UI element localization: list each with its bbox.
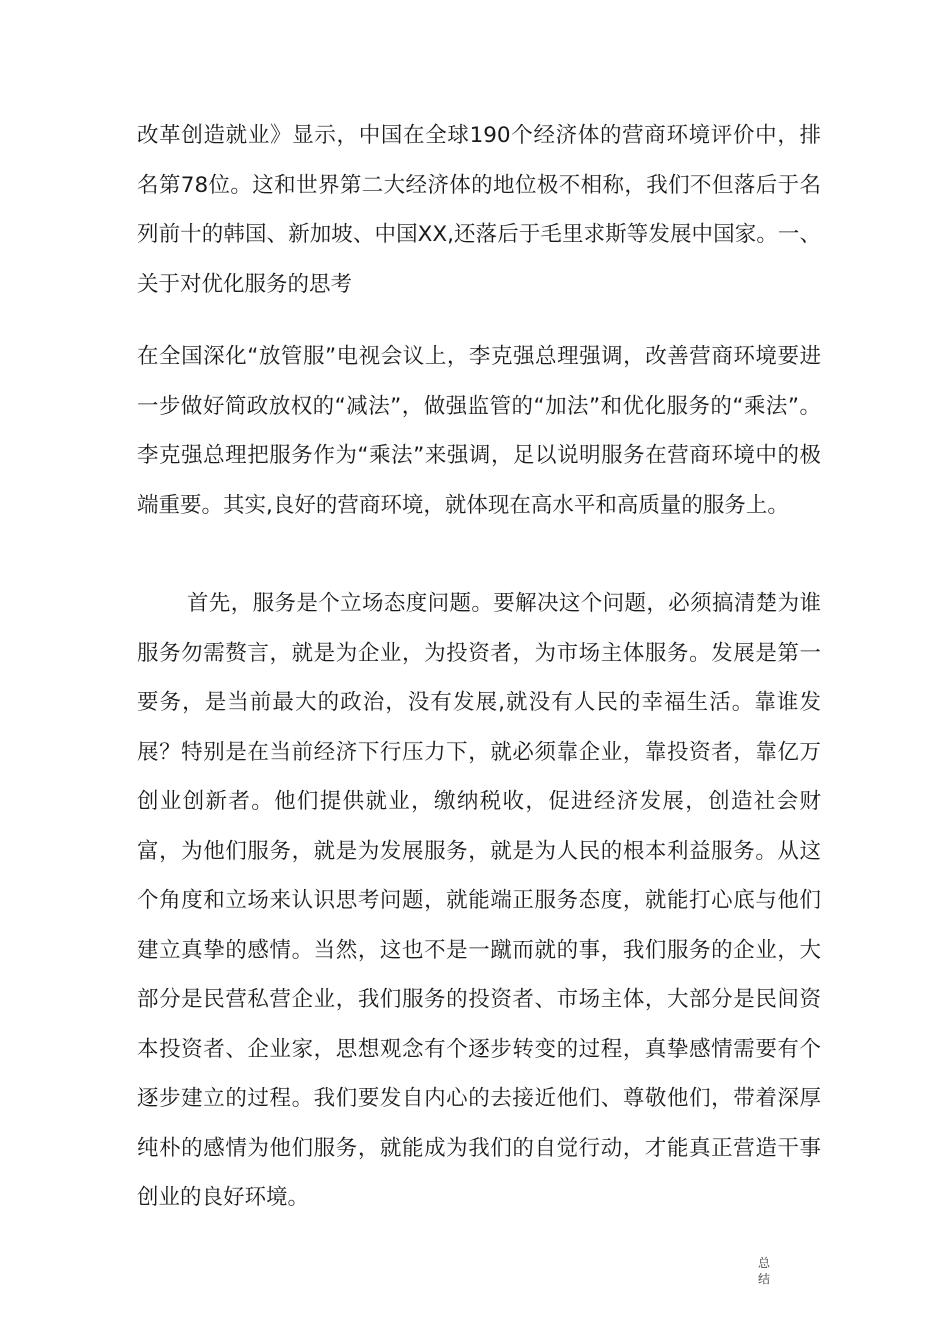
paragraph-2: 在全国深化“放管服”电视会议上，李克强总理强调，改善营商环境要进一步做好简政放权的“减法”，做强监管的“加法”和优化服务的“乘法”。李克强总理把服务作为“乘法”来强调，足以说明服务在营商环境中的极端重要。其实,良好的营商环境，就体现在高水平和高质量的服务上。 — [137, 344, 821, 518]
paragraph-1: 改革创造就业》显示，中国在全球190个经济体的营商环境评价中，排名第78位。这和世界第二大经济体的地位极不相称，我们不但落后于名列前十的韩国、新加坡、中国XX,还落后于毛里求斯等发展中国家。一、关于对优化服务的思考 — [137, 123, 821, 297]
paragraph-3: 首先，服务是个立场态度问题。要解决这个问题，必须搞清楚为谁服务勿需赘言，就是为企业，为投资者，为市场主体服务。发展是第一要务，是当前最大的政治，没有发展,就没有人民的幸福生活。靠谁发展？特别是在当前经济下行压力下，就必须靠企业，靠投资者，靠亿万创业创新者。他们提供就业，缴纳税收，促进经济发展，创造社会财富，为他们服务，就是为发展服务，就是为人民的根本利益服务。从这个角度和立场来认识思考问题，就能端正服务态度，就能打心底与他们建立真挚的感情。当然，这也不是一蹴而就的事，我们服务的企业，大部分是民营私营企业，我们服务的投资者、市场主体，大部分是民间资本投资者、企业家，思想观念有个逐步转变的过程，真挚感情需要有个逐步建立的过程。我们要发自内心的去接近他们、尊敬他们，带着深厚纯朴的感情为他们服务，就能成为我们的自觉行动，才能真正营造干事创业的良好环境。 — [137, 591, 821, 1210]
footer-mark: 总结 — [758, 1256, 771, 1286]
